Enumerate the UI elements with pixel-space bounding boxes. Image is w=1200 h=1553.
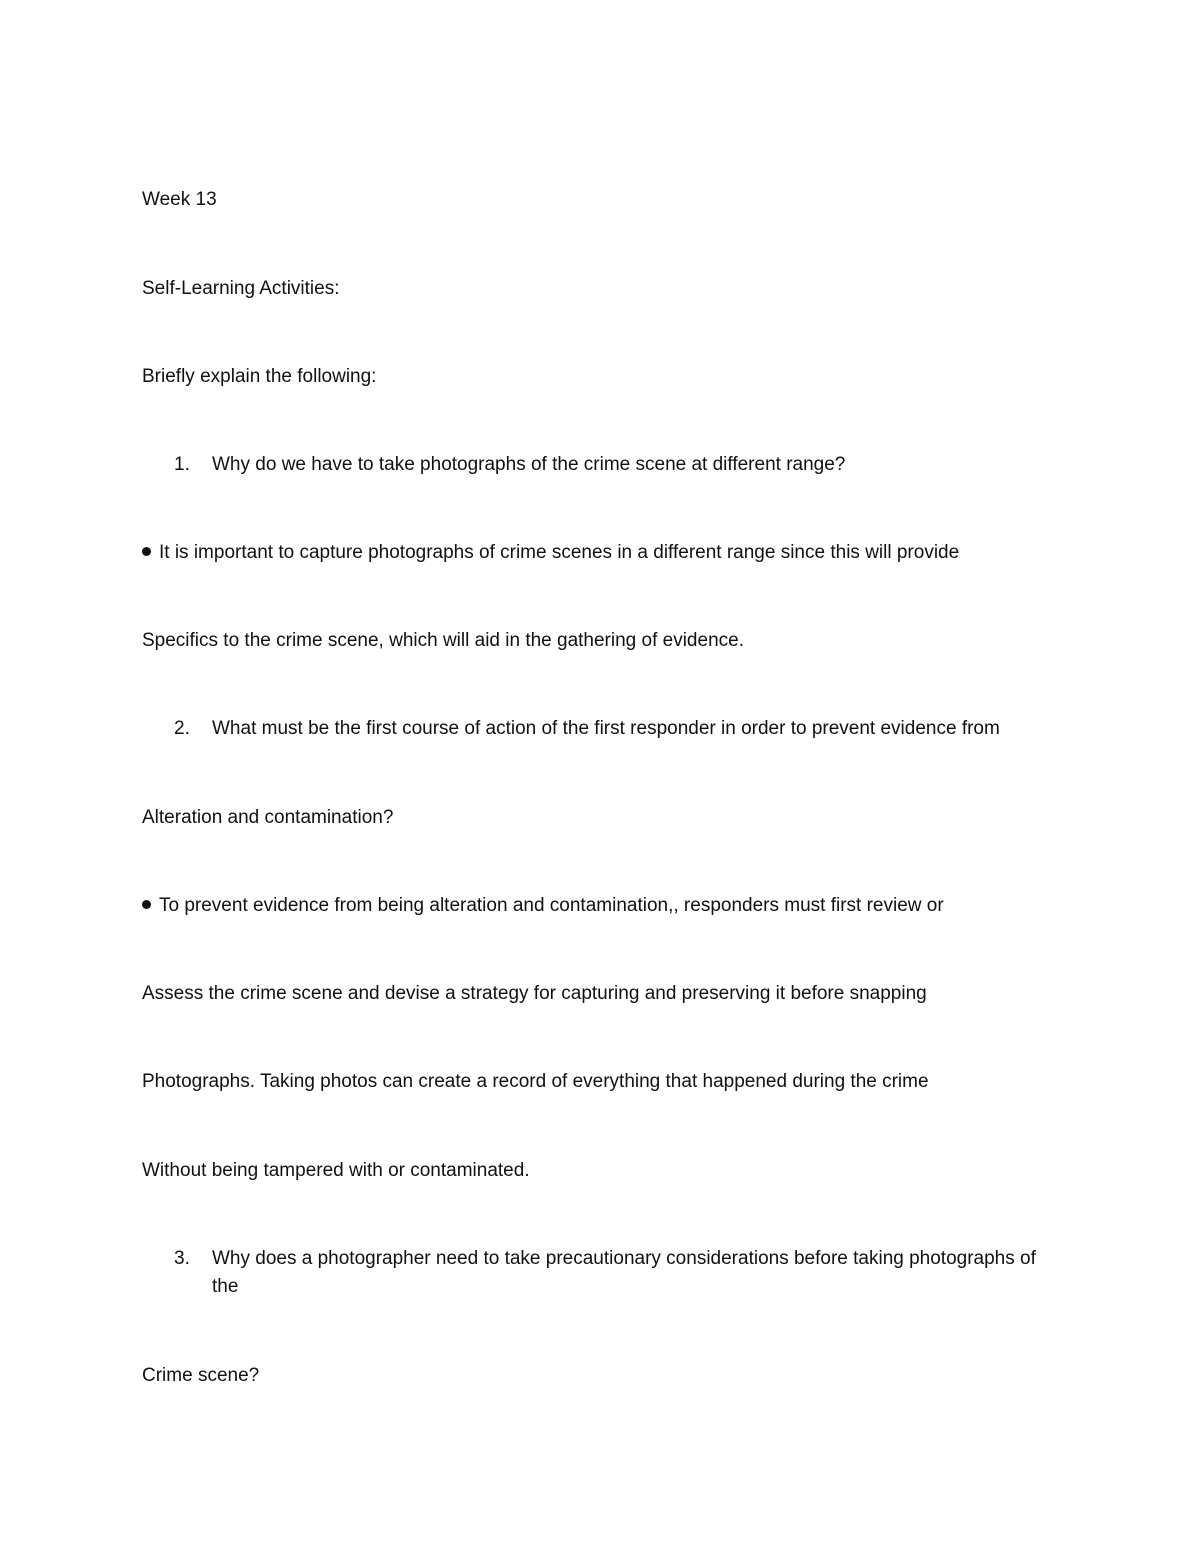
question-3-continuation: Crime scene? xyxy=(142,1365,260,1386)
bullet-icon xyxy=(142,547,151,556)
answer-1-line-2: Specifics to the crime scene, which will aid in the gathering of evidence. xyxy=(142,630,744,651)
answer-1-line-1 xyxy=(142,540,959,566)
answer-2-line-4: Without being tampered with or contaminated. xyxy=(142,1160,530,1181)
answer-2-line-1 xyxy=(142,893,944,919)
bullet-icon xyxy=(142,900,151,909)
answer-2-line-1-text: To prevent evidence from being alteration and contamination,, responders must first review or xyxy=(159,895,944,916)
answer-2-line-3: Photographs. Taking photos can create a record of everything that happened during the crime xyxy=(142,1071,929,1092)
week-heading: Week 13 xyxy=(142,189,217,210)
section-title: Self-Learning Activities: xyxy=(142,278,340,299)
answer-1-line-1-text: It is important to capture photographs of crime scenes in a different range since this will provide xyxy=(159,542,960,563)
question-2-continuation: Alteration and contamination? xyxy=(142,807,394,828)
question-2-text: What must be the first course of action of the first responder in order to prevent evidence from xyxy=(212,718,1000,739)
question-3-number: 3. xyxy=(174,1248,190,1269)
question-1-number: 1. xyxy=(174,454,190,475)
instruction-text: Briefly explain the following: xyxy=(142,366,377,387)
question-1-text: Why do we have to take photographs of the crime scene at different range? xyxy=(212,454,846,475)
question-3-text: Why does a photographer need to take precautionary considerations before taking photographs of the xyxy=(212,1248,1036,1297)
answer-2-line-2: Assess the crime scene and devise a strategy for capturing and preserving it before snapping xyxy=(142,983,927,1004)
question-2-number: 2. xyxy=(174,718,190,739)
